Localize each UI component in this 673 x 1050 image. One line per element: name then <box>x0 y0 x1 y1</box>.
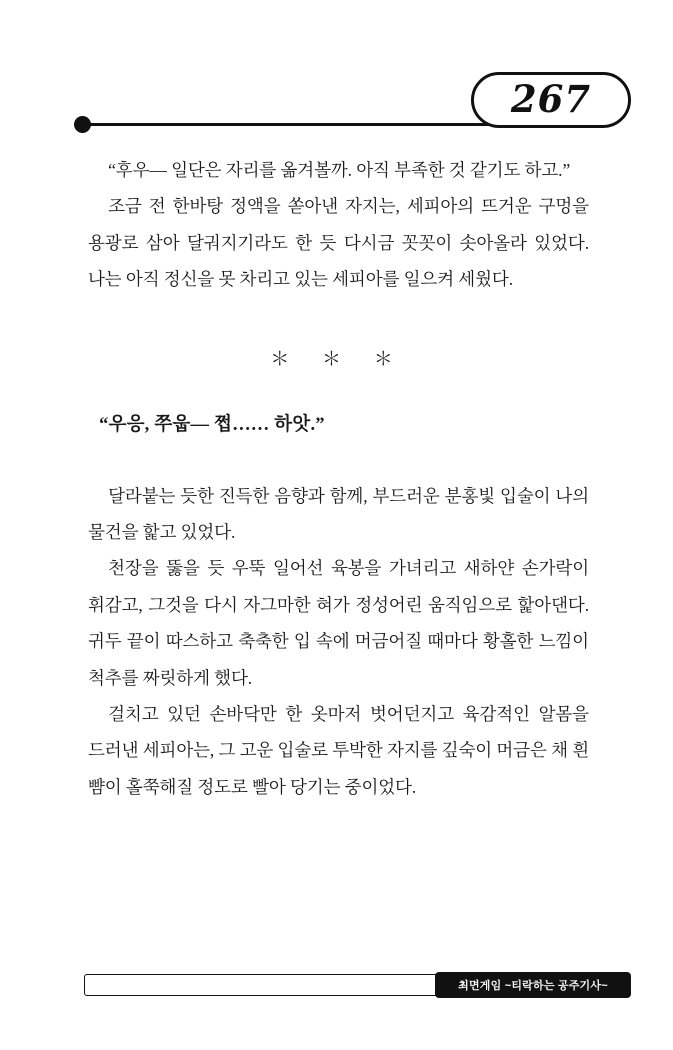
page-body <box>88 152 589 805</box>
page-header <box>0 72 673 142</box>
page-footer <box>84 972 631 998</box>
paragraph-1: “후우— 일단은 자리를 옮겨볼까. 아직 부족한 것 같기도 하고.” <box>108 160 571 180</box>
header-dot-ornament <box>74 116 91 133</box>
footer-title-text: 최면게임 ~티락하는 공주기사~ <box>458 980 608 992</box>
footer-title-tag <box>435 972 631 998</box>
paragraph-2: 조금 전 한바탕 정액을 쏟아낸 자지는, 세피아의 뜨거운 구멍을 용광로 삼아 달궈지기라도 한 듯 다시금 꼿꼿이 솟아올라 있었다. 나는 아직 정신을 못 차리고 있는 세피아를 일으켜 세웠다. <box>88 196 589 290</box>
dialogue-line: “우응, 쭈웁— 쩝…… 하앗.” <box>99 414 325 435</box>
paragraph-4: 천장을 뚫을 듯 우뚝 일어선 육봉을 가녀리고 새하얀 손가락이 휘감고, 그것을 다시 자그마한 혀가 정성어린 움직임으로 핥아댄다. 귀두 끝이 따스하고 축축한 입 속에 머금어질 때마다 황홀한 느낌이 척추를 짜릿하게 했다. <box>88 558 589 688</box>
page-number: 267 <box>510 76 592 121</box>
paragraph-3: 달라붙는 듯한 진득한 음향과 함께, 부드러운 분홍빛 입술이 나의 물건을 핥고 있었다. <box>88 485 589 542</box>
paragraph-5: 걸치고 있던 손바닥만 한 옷마저 벗어던지고 육감적인 알몸을 드러낸 세피아는, 그 고운 입술로 투박한 자지를 깊숙이 머금은 채 흰 뺨이 홀쭉해질 정도로 빨아 당기는 중이었다. <box>88 703 589 797</box>
page-number-badge <box>471 72 631 128</box>
scene-break: ＊ ＊ ＊ <box>270 348 407 370</box>
spacer <box>88 298 589 314</box>
